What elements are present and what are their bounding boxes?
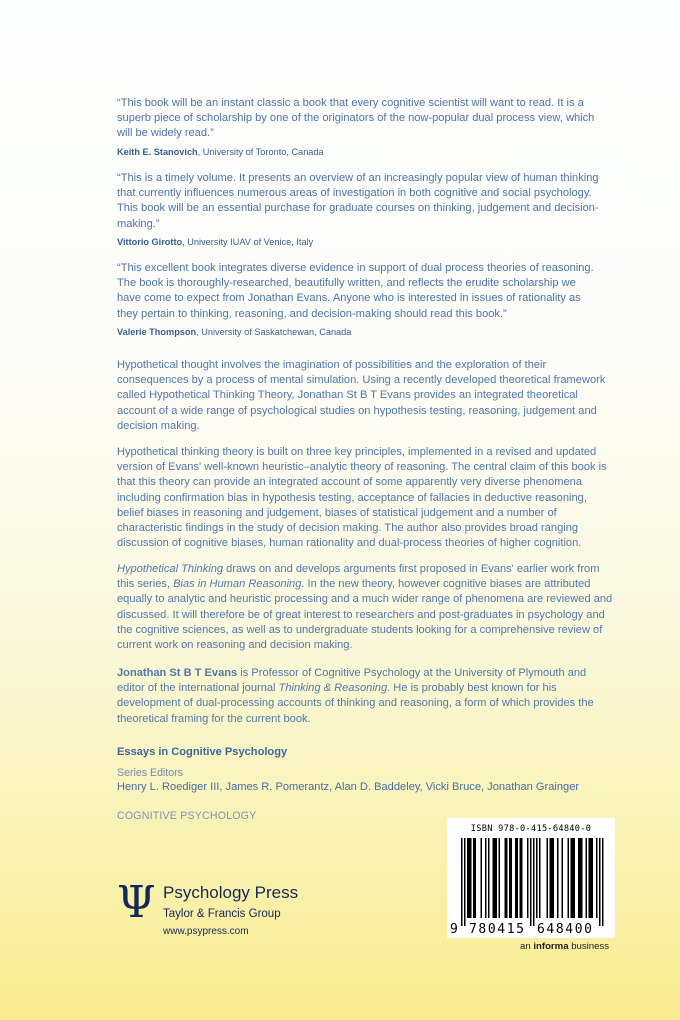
barcode-bar [557,838,559,918]
barcode-bar [530,838,532,926]
barcode-bar [496,838,498,918]
description-text: Hypothetical thinking theory is built on three key principles, implemented in a revised and updated version of Evans' well-known heuristic–analytic theory of reasoning. The central claim of this book is that this theory can provide an integrated account of some apparently very diverse phenomena including confirmation bias in hypothesis testing, acceptance of fallacies in deductive reasoning, belief biases in reasoning and judgement, biases of statistical judgement and a number of characteristic findings in the study of decision making. The author also provides broad ranging discussion of cognitive biases, human rationality and dual-process theories of higher cognition. [117,446,607,550]
description-text: Hypothetical thought involves the imagination of possibilities and the exploration of their consequences by a process of mental simulation. Using a recently developed theoretical framework called Hypothetical Thinking Theory, Jonathan St B T Evans provides an integrated theoretical account of a wide range of psychological studies on hypothesis testing, reasoning, judgement and decision making. [117,359,606,432]
barcode-bar [533,838,535,926]
barcode-bar [470,838,472,918]
barcode-bar [568,838,570,918]
barcode-bar [506,838,508,918]
barcode-bar [574,838,576,918]
isbn-label: ISBN 978-0-415-64840-0 [470,824,592,834]
barcode-bar [571,838,573,918]
barcode-bar [481,838,483,918]
barcode-bar [536,838,538,918]
barcode-bar [547,838,549,918]
ean-right-group: 648400 [537,922,594,937]
barcode-bar [509,838,511,918]
series-title: Essays in Cognitive Psychology [117,746,288,758]
barcode-bar [527,838,529,918]
barcode-bar [596,838,598,918]
barcode-bar [550,838,552,918]
ean-left-group: 780415 [469,922,526,937]
publisher-logo [117,877,357,942]
publisher-name: Psychology Press [163,883,299,902]
review-quote [117,96,601,158]
review-quote [117,171,601,248]
reviewer-name: Keith E. Stanovich [117,146,198,157]
publisher-group: Taylor & Francis Group [163,908,281,920]
subject-category: COGNITIVE PSYCHOLOGY [117,810,257,822]
description-paragraph [117,358,615,434]
barcode-bar [469,838,471,918]
barcode-bar [580,838,582,918]
reviewer-affiliation: , University IUAV of Venice, Italy [182,236,314,247]
barcode-bar [578,838,580,918]
review-attribution [117,326,601,338]
barcode-icon [447,818,615,938]
barcode-bar [515,838,517,918]
barcode-bar [572,838,574,918]
barcode-bar [562,838,564,918]
barcode-bar [475,838,477,918]
ean-first-digit: 9 [450,922,458,937]
barcode-bar [511,838,513,918]
description-paragraph: Hypothetical Thinking draws on and develops arguments first proposed in Evans' earlier work from this series, Bias in Human Reasoning. In the new theory, however cognitive biases are attributed equally to analytic and heuristic processing and a much wider range of phenomena are reviewed and discussed. It will therefore be of great interest to researchers and post-graduates in psychology and the cognitive sciences, as well as to undergraduate students looking for a comprehensive review of current work on reasoning and decision making. [117,563,613,652]
book-title: Hypothetical Thinking [117,563,224,575]
review-quote [117,261,601,338]
barcode-bar [520,838,522,918]
review-text: “This is a timely volume. It presents an overview of an increasingly popular view of human thinking that currently influences numerous areas of investigation in both cognitive and social psychology. This book will be an essential purchase for graduate courses on thinking, judgement and decision-making.” [117,172,599,230]
barcode-bar [517,838,519,918]
barcode-bar [592,838,594,918]
barcode-bar [553,838,555,918]
series-editors: Henry L. Roediger III, James R. Pomerantz, Alan D. Baddeley, Vicki Bruce, Jonathan Grainger [117,781,580,793]
author-bio: Jonathan St B T Evans is Professor of Cognitive Psychology at the University of Plymouth and editor of the international journal Thinking & Reasoning. He is probably best known for his development of dual-processing accounts of thinking and reasoning, a form of which provides the theoretical framing for the current book. [117,667,594,725]
barcode-bar [485,838,487,918]
publisher-url: www.psypress.com [163,926,249,937]
informa-business-label: an informa business [520,941,610,952]
review-attribution [117,146,601,158]
barcode-bar [505,838,507,918]
review-attribution [117,236,601,248]
barcode-bar [473,838,475,918]
barcode-bar [581,838,583,918]
barcode-bar [599,838,601,926]
barcode-bar [602,838,604,926]
barcode-bar [488,838,490,918]
journal-title: Thinking & Reasoning [278,682,388,695]
reviewer-affiliation: , University of Saskatchewan, Canada [196,326,352,337]
barcode-bar [467,838,469,918]
barcode-bar [539,838,541,918]
series-editors-label: Series Editors [117,767,183,779]
reviewer-affiliation: , University of Toronto, Canada [197,146,324,157]
author-name: Jonathan St B T Evans [117,667,238,679]
reviewer-name: Valerie Thompson [117,326,197,337]
informa-brand: informa [533,941,569,952]
description-paragraph [117,445,615,551]
barcode-bar [493,838,495,918]
barcode-bar [494,838,496,918]
barcode-bar [499,838,501,918]
barcode-bar [461,838,463,926]
barcode-bar [586,838,588,918]
barcode-bar [521,838,523,918]
barcode-bar [590,838,592,918]
barcode-bar [464,838,466,926]
isbn-barcode [447,818,615,938]
psi-logo-icon: Ψ [117,877,156,928]
reviewer-name: Vittorio Girotto [117,236,183,247]
series-book-title: Bias in Human Reasoning [173,578,302,591]
review-text: “This excellent book integrates diverse evidence in support of dual process theories of reasoning. The book is thoroughly-researched, beautifully written, and reflects the erudite scholarship we have come to expect from Jonathan Evans. Anyone who is interested in issues of rationality as they pertain to thinking, reasoning, and decision-making should read this book.” [117,262,594,320]
review-text: “This book will be an instant classic a book that every cognitive scientist will want to read. It is a superb piece of scholarship by one of the originators of the now-popular dual process view, which will be widely read.” [117,97,595,140]
barcode-bar [589,838,591,918]
barcode-bar [551,838,553,918]
